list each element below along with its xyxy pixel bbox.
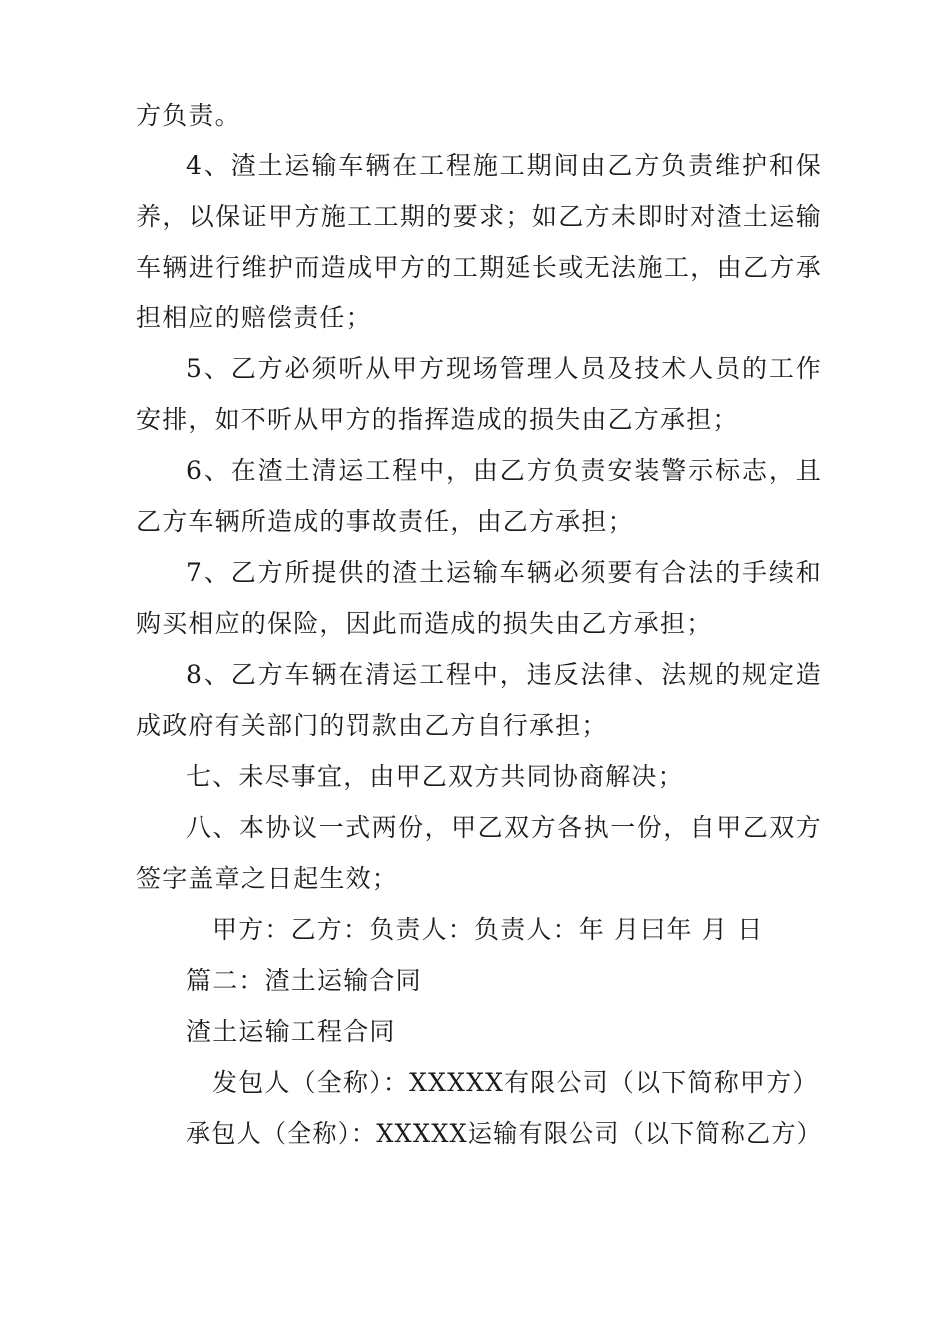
clause-7-line: 购买相应的保险，因此而造成的损失由乙方承担； xyxy=(136,609,713,638)
text-line: 方负责。 xyxy=(136,101,241,130)
employer-line: 发包人（全称）：XXXXX有限公司（以下简称甲方） xyxy=(212,1068,819,1097)
clause-6-line: 乙方车辆所造成的事故责任，由乙方承担； xyxy=(136,507,634,536)
clause-4-line: 车辆进行维护而造成甲方的工期延长或无法施工，由乙方承 xyxy=(136,253,822,282)
signature-line: 甲方：乙方：负责人：负责人：年 月曰年 月 日 xyxy=(212,915,764,944)
clause-4-line: 4、渣土运输车辆在工程施工期间由乙方负责维护和保 xyxy=(186,151,822,180)
clause-seven-line: 七、未尽事宜，由甲乙双方共同协商解决； xyxy=(186,762,684,791)
clause-6-line: 6、在渣土清运工程中，由乙方负责安装警示标志，且 xyxy=(186,456,822,485)
clause-5-line: 5、乙方必须听从甲方现场管理人员及技术人员的工作 xyxy=(186,354,822,383)
clause-eight-line: 八、本协议一式两份，甲乙双方各执一份，自甲乙双方 xyxy=(186,813,822,842)
clause-4-line: 养，以保证甲方施工工期的要求；如乙方未即时对渣土运输 xyxy=(136,202,822,231)
clause-5-line: 安排，如不听从甲方的指挥造成的损失由乙方承担； xyxy=(136,405,739,434)
clause-4-line: 担相应的赔偿责任； xyxy=(136,303,372,332)
section-heading: 篇二：渣土运输合同 xyxy=(186,966,422,995)
clause-eight-line: 签字盖章之日起生效； xyxy=(136,864,399,893)
clause-8-line: 8、乙方车辆在清运工程中，违反法律、法规的规定造 xyxy=(186,660,822,689)
clause-8-line: 成政府有关部门的罚款由乙方自行承担； xyxy=(136,711,608,740)
clause-7-line: 7、乙方所提供的渣土运输车辆必须要有合法的手续和 xyxy=(186,558,822,587)
contract-title: 渣土运输工程合同 xyxy=(186,1017,396,1046)
contractor-line: 承包人（全称）：XXXXX运输有限公司（以下简称乙方） xyxy=(186,1119,822,1148)
